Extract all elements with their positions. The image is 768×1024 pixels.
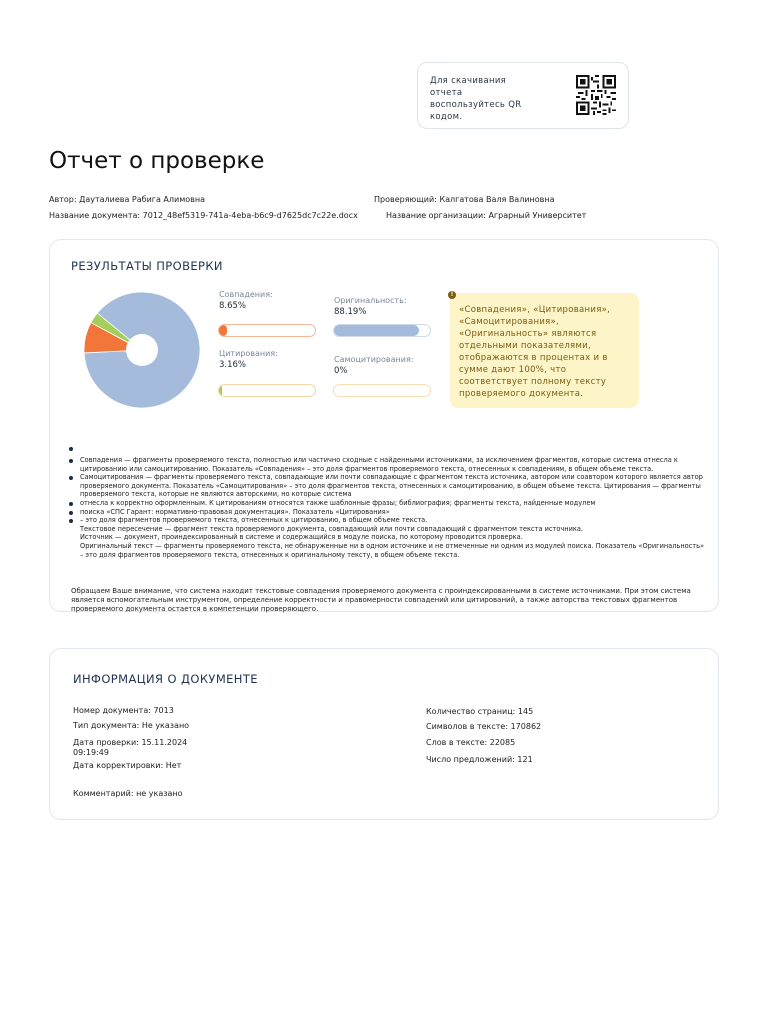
progress-fill-originality (334, 325, 419, 336)
disclaimer-text: Обращаем Ваше внимание, что система находит текстовые совпадения проверяемого документа с проиндексированными в системе источниками. При этом система является вспомогательным инструментом, определение корректности и правомерности совпадений или цитирований, а также авторства текстовых фрагментов проверяемого документа остается в компетенции проверяющего. (71, 587, 691, 613)
info-icon: ! (448, 291, 456, 299)
progress-fill-matches (219, 325, 227, 336)
definition-source: Источник — документ, проиндексированный в системе и содержащийся в модуле поиска, по которому проводится проверка. (80, 533, 523, 542)
doc-name-value: 7012_48ef5319-741a-4eba-b6c9-d7625dc7c22e.docx (142, 211, 358, 220)
comment: Комментарий: не указано (73, 789, 183, 798)
qr-download-box (417, 62, 629, 129)
reviewer-line (374, 195, 555, 204)
doc-name-line (49, 211, 358, 220)
list-item (69, 473, 709, 499)
definitions-list (69, 444, 709, 559)
results-pie-chart (80, 291, 208, 411)
check-date: Дата проверки: 15.11.2024 09:19:49 (73, 738, 188, 757)
definition-citations-1: отнесла к корректно оформленным. К цитированиям относятся также шаблонные фразы; библиография; фрагменты текста, найденные модулем (80, 498, 596, 507)
stat-value-self-citations: 0% (334, 366, 348, 376)
org-label: Название организации: (386, 211, 486, 220)
document-info-heading: ИНФОРМАЦИЯ О ДОКУМЕНТЕ (73, 672, 258, 686)
stat-value-originality: 88.19% (334, 307, 367, 317)
sentence-count: Число предложений: 121 (426, 755, 533, 764)
definition-self-citations: Самоцитирования — фрагменты проверяемого текста, совпадающие или почти совпадающие с фрагментом текста источника, автором или соавтором которого является автор проверяемого документа. Показатель «Самоцитирования» – это доля фрагментов текста, отнесенных к самоцитированию, в общем объеме текста. Цитирования — фрагменты проверяемого текста, которые не являются авторскими, но которые система (80, 473, 703, 499)
stat-label-citations: Цитирования: (219, 349, 278, 358)
char-count: Символов в тексте: 170862 (426, 722, 542, 731)
list-item (69, 456, 709, 473)
qr-instruction-text: Для скачивания отчета воспользуйтесь QR кодом. (430, 76, 522, 122)
progress-bar-self-citations (333, 384, 431, 397)
reviewer-value: Калгатова Валя Валиновна (439, 195, 555, 204)
org-line (386, 211, 586, 220)
results-heading: РЕЗУЛЬТАТЫ ПРОВЕРКИ (71, 259, 223, 273)
definition-text-intersection: Текстовое пересечение — фрагмент текста проверяемого документа, совпадающий или почти совпадающий с фрагментом текста источника. (80, 524, 584, 533)
progress-bar-matches (218, 324, 316, 337)
reviewer-label: Проверяющий: (374, 195, 437, 204)
definition-original-text: Оригинальный текст — фрагменты проверяемого текста, не обнаруженные ни в одном источнике и не отмеченные ни одним из модулей поиска. Показатель «Оригинальность» – это доля фрагментов проверяемого текста, отнесенных к оригинальному тексту, в общем объеме текста. (80, 541, 705, 559)
list-item (69, 508, 709, 517)
page-title: Отчет о проверке (49, 148, 265, 174)
stat-label-originality: Оригинальность: (334, 296, 407, 305)
doc-name-label: Название документа: (49, 211, 141, 220)
author-value: Дауталиева Рабига Алимовна (79, 195, 205, 204)
qr-code-icon[interactable] (576, 75, 616, 115)
stat-value-matches: 8.65% (219, 301, 247, 311)
list-item (69, 499, 709, 508)
percentages-note: «Совпадения», «Цитирования», «Самоцитирования», «Оригинальность» являются отдельными показателями, отображаются в процентах и в сумме дают 100%, что соответствует полному тексту проверяемого документа. (450, 293, 639, 408)
progress-bar-originality (333, 324, 431, 337)
author-label: Автор: (49, 195, 77, 204)
definition-matches: Совпадения — фрагменты проверяемого текста, полностью или частично сходные с найденными источниками, за исключением фрагментов, которые система отнесла к цитированию или самоцитированию. Показатель «Совпадения» – это доля фрагментов проверяемого текста, отнесенных к совпадениям, в общем объеме текста. (80, 456, 678, 473)
stat-label-self-citations: Самоцитирования: (334, 355, 414, 364)
progress-bar-citations (218, 384, 316, 397)
stat-label-matches: Совпадения: (219, 290, 273, 299)
doc-number: Номер документа: 7013 (73, 706, 174, 715)
list-item (69, 516, 709, 525)
word-count: Слов в тексте: 22085 (426, 738, 516, 747)
correction-date: Дата корректировки: Нет (73, 761, 182, 770)
page-count: Количество страниц: 145 (426, 707, 534, 716)
progress-fill-citations (219, 385, 222, 396)
list-item (69, 444, 709, 456)
stat-value-citations: 3.16% (219, 360, 247, 370)
doc-type: Тип документа: Не указано (73, 721, 190, 730)
definition-citations-3: – это доля фрагментов проверяемого текста, отнесенных к цитированию, в общем объеме текста. (80, 516, 428, 525)
author-line (49, 195, 205, 204)
definition-citations-2: поиска «СПС Гарант: нормативно-правовая документация». Показатель «Цитирования» (80, 507, 390, 516)
pie-center-hole (126, 334, 158, 366)
org-value: Аграрный Университет (488, 211, 587, 220)
